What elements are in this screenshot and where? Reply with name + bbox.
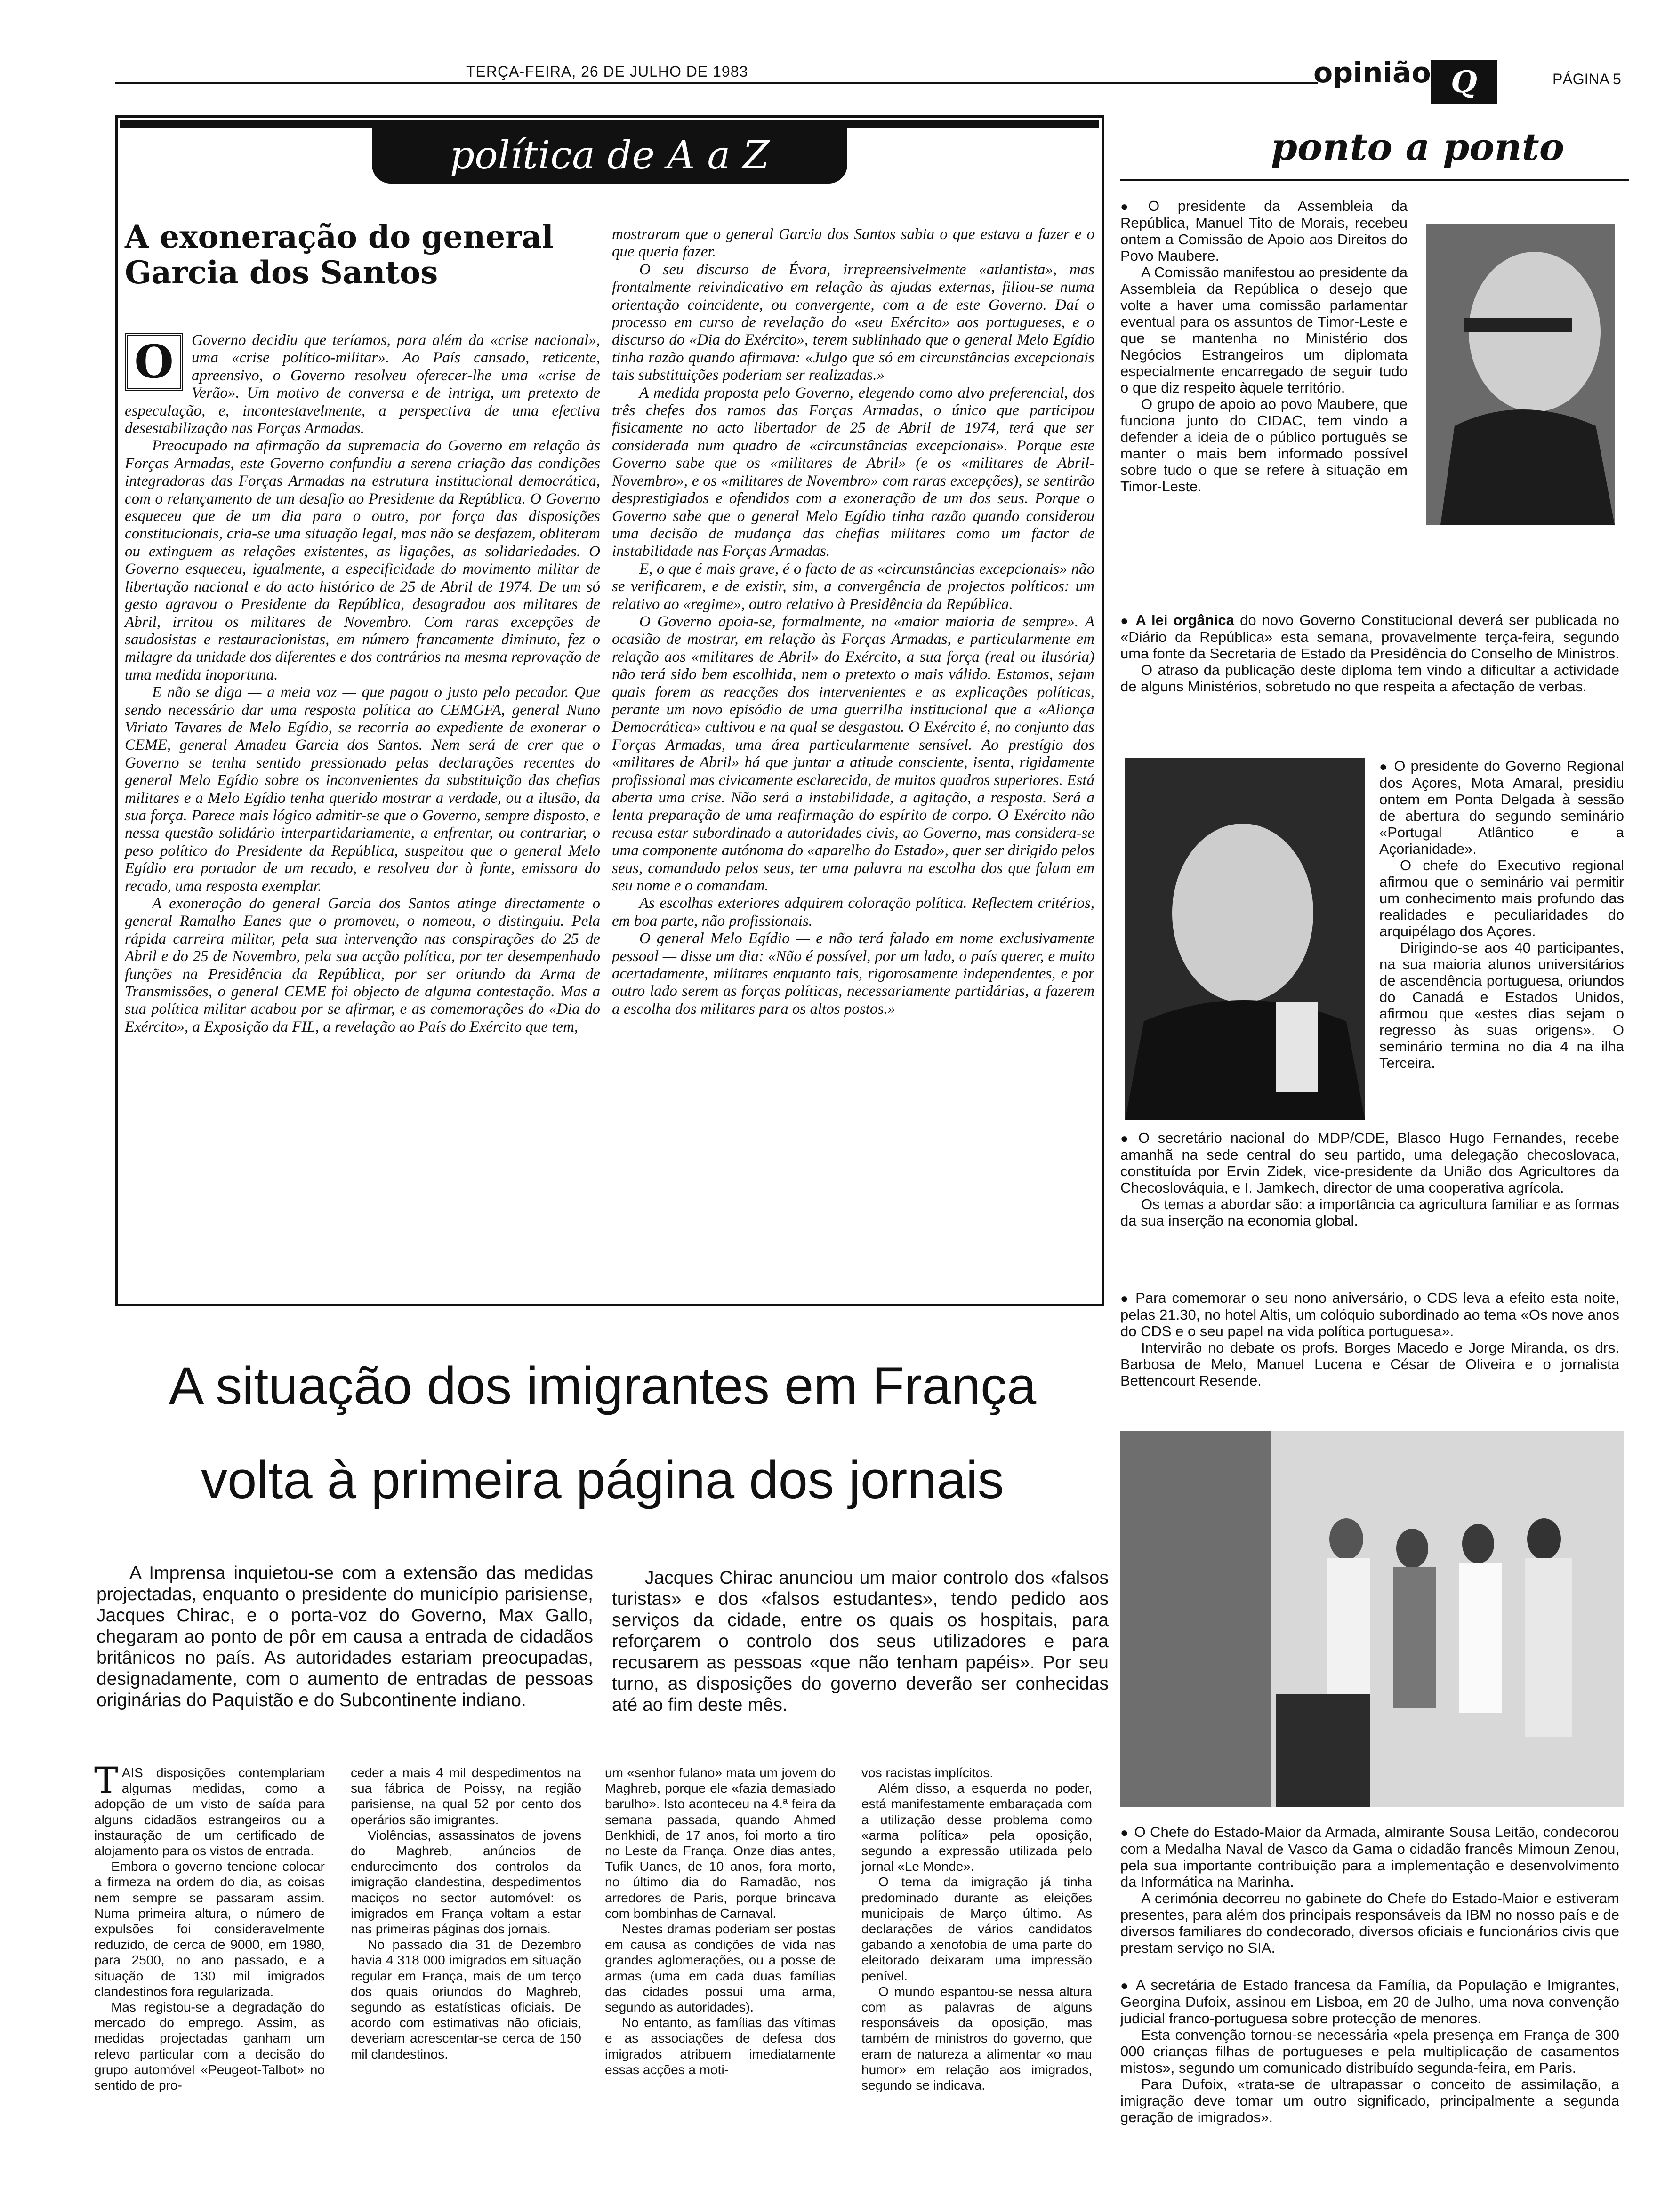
drop-cap: T <box>94 1759 118 1801</box>
brief-armada <box>1120 1824 1619 1956</box>
paragraph: E não se diga — a meia voz — que pagou o justo pelo pecador. Que sendo necessário dar uma resposta política ao CEMGFA, general Nuno Viriato Tavares de Melo Egídio, se recorria ao expediente de exonerar o CEME, general Amadeu Garcia dos Santos. Nem será de crer que o Governo se tenha sentido pressionado pelas declarações recentes do general Melo Egídio sobre os inconvenientes da substituição das chefias militares e a Melo Egídio tenha querido mostrar a verdade, ou a ilusão, da sua força. Parece mais lógico admitir-se que o Governo, sempre disposto, e nessa questão solidário interpartidariamente, a enfrentar, ou contrariar, o peso político do Presidente da República, suspeitou que o general Melo Egídio era portador de um recado, e resolveu dar à fonte, emissora do recado, uma resposta exemplar. <box>125 684 600 895</box>
bullet-icon: ● <box>1120 1978 1130 1993</box>
paragraph: Preocupado na afirmação da supremacia do Governo em relação às Forças Armadas, este Governo confundiu a serena criação das condições integradoras das Forças Armadas na estrutura institucional democrática, com o relançamento de um desafio ao Presidente da República. O Governo esqueceu que de um dia para o outro, por força das disposições constitucionais, cria-se uma situação legal, mas não se desfazem, obliteram ou extinguem as relações existentes, as ligações, as solidariedades. O Governo esqueceu, igualmente, a especificidade do movimento militar de libertação nacional e do acto histórico de 25 de Abril de 1974. De um só gesto agravou o Presidente da República, desagradou aos militares de Abril, irritou os militares de Novembro. Com raras excepções de saudosistas e restauracionistas, em número francamente diminuto, fez o milagre da unidade dos diferentes e dos contrários na mesma reprovação de uma medida inoportuna. <box>125 437 600 683</box>
paragraph: No passado dia 31 de Dezembro havia 4 318 000 imigrados em situação regular em França, mais de um terço dos quais oriundos do Maghreb, segundo as estatísticas oficiais. De acordo com estimativas não oficiais, deveriam acrescentar-se cerca de 150 mil clandestinos. <box>351 1937 581 2061</box>
logo-letter: Q <box>1451 64 1477 100</box>
bullet-icon: ● <box>1120 1825 1129 1840</box>
paragraph: Embora o governo tencione colocar a firmeza na ordem do dia, as coisas nem sempre se passaram assim. Numa primeira altura, o número de expulsões foi consideravelmente reduzido, de cerca de 9000, em 1980, para 2500, no ano passado, e a situação de 130 mil imigrados clandestinos fora regularizada. <box>94 1859 325 1999</box>
brief-mdp-cde <box>1120 1130 1619 1229</box>
ponto-rule <box>1120 179 1629 181</box>
brief-paragraph: Esta convenção tornou-se necessária «pela presença em França de 300 000 crianças filhas de portugueses e pela multiplicação de casamentos mistos», segundo um comunicado distribuído segunda-feira, em Paris. <box>1120 2027 1619 2076</box>
paragraph: Mas registou-se a degradação do mercado do emprego. Assim, as medidas projectadas ganham um relevo particular com a decisão do grupo automóvel «Peugeot-Talbot» no sentido de pro- <box>94 2000 325 2093</box>
paragraph: mostraram que o general Garcia dos Santos sabia o que estava a fazer e o que queria fazer. <box>612 226 1094 261</box>
paragraph: A medida proposta pelo Governo, elegendo como alvo preferencial, dos três chefes dos ramos das Forças Armadas, o único que participou fisicamente no acto libertador de 25 de Abril de 1974, terá que ser considerada num quadro de «circunstâncias excepcionais». Porque este Governo sabe que os «militares de Abril» (e os «militares de Abril-Novembro», e os «militares de Novembro» com raras excepções), se sentirão desprestigiados e ofendidos com a exoneração de um dos seus. Porque o Governo sabe que o general Melo Egídio tinha razão quando considerou uma decisão de mudança das chefias militares como um factor de instabilidade nas Forças Armadas. <box>612 384 1094 560</box>
paragraph: No entanto, as famílias das vítimas e as associações de defesa dos imigrados atribuem imediatamente essas acções a moti- <box>605 2015 836 2077</box>
ponto-a-ponto-title: ponto a ponto <box>1271 125 1565 169</box>
photo-ceremony <box>1120 1431 1624 1807</box>
brief-cds <box>1120 1290 1619 1389</box>
bullet-icon: ● <box>1120 613 1130 628</box>
brief-paragraph: ● Para comemorar o seu nono aniversário, o CDS leva a efeito esta noite, pelas 21.30, no hotel Altis, um colóquio subordinado ao tema «Os nove anos do CDS e o seu papel na vida política portuguesa». <box>1120 1290 1619 1339</box>
imigrantes-column-1 <box>94 1759 325 2093</box>
paragraph: Nestes dramas poderiam ser postas em causa as condições de vida nas grandes aglomerações, ou a posse de armas (uma em cada duas famílias das cidades possui uma arma, segundo as autoridades). <box>605 1922 836 2015</box>
brief-paragraph: Dirigindo-se aos 40 participantes, na sua maioria alunos universitários de ascendência portuguesa, oriundos do Canadá e Estados Unidos, afirmou que «estes dias sejam o regresso às suas origens». O seminário termina no dia 4 na ilha Terceira. <box>1379 939 1624 1071</box>
section-name: opinião <box>1313 56 1431 89</box>
photo-mota-amaral <box>1125 758 1365 1120</box>
ceremony-illustration <box>1120 1431 1624 1807</box>
politica-column-1 <box>125 332 600 1282</box>
imigrantes-column-3 <box>605 1765 836 2077</box>
paragraph: TAIS disposições contemplariam algumas medidas, como a adopção de um visto de saída para alguns cidadãos estrangeiros ou a instauração de um certificado de alojamento para os vistos de entrada. <box>94 1759 325 1859</box>
brief-familia <box>1120 1977 1619 2125</box>
imigrantes-lead-right <box>612 1567 1109 1715</box>
brief-paragraph: O chefe do Executivo regional afirmou que o seminário vai permitir um conhecimento mais profundo das realidades e peculiaridades do arquipélago dos Açores. <box>1379 857 1624 939</box>
politica-column-2 <box>612 226 1094 1285</box>
lead-paragraph: Jacques Chirac anunciou um maior controlo dos «falsos turistas» e dos «falsos estudantes», tendo pedido aos serviços da cidade, entre os quais os hospitais, para reforçarem o controlo dos seus utilizadores e para recusarem as pessoas «que não tenham papéis». Por seu turno, as disposições do governo deverão ser conhecidas até ao fim deste mês. <box>612 1568 1109 1715</box>
lead-paragraph: A Imprensa inquietou-se com a extensão das medidas projectadas, enquanto o presidente do município parisiense, Jacques Chirac, e o porta-voz do Governo, Max Gallo, chegaram ao ponto de pôr em causa a entrada de cidadãos britânicos no país. As autoridades estariam preocupadas, designadamente, com o aumento de entradas de pessoas originárias do Paquistão e do Subcontinente indiano. <box>97 1563 593 1710</box>
portrait-illustration <box>1426 224 1615 525</box>
paragraph: As escolhas exteriores adquirem coloração política. Reflectem critérios, em boa parte, não profissionais. <box>612 895 1094 930</box>
brief-paragraph: O grupo de apoio ao povo Maubere, que funciona junto do CIDAC, tem vindo a defender a ideia de o público português se manter o mais bem informado possível sobre tudo o que se refere à situação em Timor-Leste. <box>1120 396 1408 495</box>
brief-paragraph: ● O secretário nacional do MDP/CDE, Blasco Hugo Fernandes, recebe amanhã na sede central do seu partido, uma delegação checoslovaca, constituída por Ervin Zidek, vice-presidente da União dos Agricultores da Checoslováquia, e I. Jamkech, director de uma cooperativa agrícola. <box>1120 1130 1620 1196</box>
bullet-icon: ● <box>1120 199 1142 214</box>
photo-tito-morais <box>1426 224 1615 525</box>
brief-paragraph: Intervirão no debate os profs. Borges Macedo e Jorge Miranda, os drs. Barbosa de Melo, Manuel Lucena e César de Oliveira e o jornalista Bettencourt Resende. <box>1120 1339 1619 1389</box>
brief-paragraph: Para Dufoix, «trata-se de ultrapassar o conceito de assimilação, a imigração deve tomar um outro significado, principalmente a segunda geração de imigrados». <box>1120 2076 1619 2125</box>
header-rule <box>115 82 1318 84</box>
paragraph: ceder a mais 4 mil despedimentos na sua fábrica de Poissy, na região parisiense, na qual 52 por cento dos operários são imigrantes. <box>351 1765 581 1827</box>
page-number: PÁGINA 5 <box>1552 71 1621 88</box>
imigrantes-headline-line1: A situação dos imigrantes em França <box>169 1356 1037 1415</box>
imigrantes-column-2 <box>351 1765 581 2062</box>
paragraph: vos racistas implícitos. <box>861 1765 994 1780</box>
bullet-icon: ● <box>1379 759 1389 774</box>
brief-paragraph: ● A secretária de Estado francesa da Família, da População e Imigrantes, Georgina Dufoix, assinou em Lisboa, em 20 de Julho, uma nova convenção judicial franco-portuguesa sobre protecção de menores. <box>1120 1977 1619 2027</box>
brief-paragraph: A cerimónia decorreu no gabinete do Chefe do Estado-Maior e estiveram presentes, para além dos principais responsáveis da IBM no nosso país e de diversos familiares do condecorado, diversos oficiais e funcionários civis que prestam serviço no SIA. <box>1120 1890 1619 1956</box>
brief-tito-morais <box>1120 198 1408 495</box>
paragraph: Governo decidiu que teríamos, para além da «crise nacional», uma «crise político-militar». Ao País cansado, reticente, apreensivo, o Governo resolveu oferecer-lhe uma «crise de Verão». Um motivo de conversa e de intriga, um pretexto de especulação, e, incontestavelmente, a perspectiva de uma efectiva desestabilização nas Forças Armadas. <box>125 332 600 437</box>
brief-paragraph: ● O presidente do Governo Regional dos Açores, Mota Amaral, presidiu ontem em Ponta Delgada à sessão de abertura do segundo seminário «Portugal Atlântico e a Açorianidade». <box>1379 758 1624 857</box>
brief-lei-organica <box>1120 612 1619 695</box>
paragraph: A exoneração do general Garcia dos Santos atinge directamente o general Ramalho Eanes que o promoveu, o nomeou, o distinguiu. Pela rápida carreira militar, pela sua intervenção nas conspirações do 25 de Abril e do 25 de Novembro, pela sua acção política, por ter desempenhado funções na Presidência da República, por ser oriundo da Arma de Transmissões, o general CEME foi objecto de alguma contestação. Mas a sua política militar acabou por se afirmar, e as comemorações do «Dia do Exército», a Exposição da FIL, a revelação ao País do Exército que tem, <box>125 895 600 1035</box>
drop-cap: O <box>125 333 183 391</box>
bullet-icon: ● <box>1120 1131 1133 1146</box>
paragraph: Além disso, a esquerda no poder, está manifestamente embaraçada com a utilização desse problema como «arma política» pela oposição, segundo a expressão utilizada pelo jornal «Le Monde». <box>861 1781 1092 1874</box>
edition-date: TERÇA-FEIRA, 26 DE JULHO DE 1983 <box>466 63 748 80</box>
newspaper-logo <box>1431 60 1497 104</box>
brief-acores <box>1379 758 1624 1071</box>
paragraph: Violências, assassinatos de jovens do Maghreb, anúncios de endurecimento dos controlos da imigração clandestina, despedimentos maciços no sector automóvel: os imigrados em França voltam a estar nas primeiras páginas dos jornais. <box>351 1827 581 1937</box>
paragraph: O mundo espantou-se nessa altura com as palavras de alguns responsáveis da oposição, mas também de ministros do governo, que eram de natureza a alimentar «o mau humor» em relação aos imigrados, segundo se indicava. <box>861 1984 1092 2093</box>
portrait-illustration <box>1125 758 1365 1120</box>
paragraph: um «senhor fulano» mata um jovem do Maghreb, porque ele «fazia demasiado barulho». Isto aconteceu na 4.ª feira da semana passada, quando Ahmed Benkhidi, de 17 anos, foi morto a tiro no Leste da França. Onze dias antes, Tufik Uanes, de 10 anos, fora morto, no último dia do Ramadão, nos arredores de Paris, porque brincava com bombinhas de Carnaval. <box>605 1765 836 1921</box>
imigrantes-column-4 <box>861 1765 1092 2093</box>
paragraph: E, o que é mais grave, é o facto de as «circunstâncias excepcionais» não se verificarem, e de existir, sim, a convergência de projectos políticos: um relativo ao «regime», outro relativo à Presidência da República. <box>612 560 1094 613</box>
bullet-icon: ● <box>1120 1291 1130 1306</box>
imigrantes-lead-left <box>97 1563 593 1711</box>
brief-paragraph: Os temas a abordar são: a importância ca agricultura familiar e as formas da sua inserção na economia global. <box>1120 1196 1619 1229</box>
paragraph: O seu discurso de Évora, irrepreensivelmente «atlantista», mas frontalmente reivindicativo em relação às ajudas externas, filiou-se numa orientação coincidente, ou convergente, com a de este Governo. Daí o processo em curso de revelação do «seu Exército» aos portugueses, e o discurso do «Dia do Exército», terem sublinhado que o general Melo Egídio tinha razão quando afirmava: «Julgo que só em circunstâncias excepcionais tais substituições poderiam ser realizadas.» <box>612 261 1094 384</box>
politica-headline: A exoneração do general Garcia dos Santos <box>125 218 554 291</box>
paragraph: O general Melo Egídio — e não terá falado em nome exclusivamente pessoal — disse um dia: «Não é possível, por um lado, o país querer, e muito acertadamente, militares enquanto tais, rigorosamente independentes, e por outro lado serem as forças políticas, necessariamente partidárias, a fazerem a escolha dos militares para os altos postos.» <box>612 930 1094 1018</box>
brief-paragraph: ● O presidente da Assembleia da República, Manuel Tito de Morais, recebeu ontem a Comissão de Apoio aos Direitos do Povo Maubere. <box>1120 198 1408 264</box>
brief-paragraph: A Comissão manifestou ao presidente da Assembleia da República o desejo que volte a haver uma comissão parlamentar eventual para os assuntos de Timor-Leste e que se mantenha no Ministério dos Negócios Estrangeiros um diplomata especialmente encarregado de seguir tudo o que diz respeito àquele território. <box>1120 264 1408 396</box>
paragraph: O tema da imigração já tinha predominado durante as eleições municipais de Março último. As declarações de vários candidatos gabando a xenofobia de uma parte do eleitorado deixaram uma impressão penível. <box>861 1875 1092 1983</box>
brief-paragraph: O atraso da publicação deste diploma tem vindo a dificultar a actividade de alguns Ministérios, sobretudo no que respeita a afectação de verbas. <box>1120 662 1619 695</box>
imigrantes-headline-line2: volta à primeira página dos jornais <box>201 1451 1004 1509</box>
paragraph: O Governo apoia-se, formalmente, na «maior maioria de sempre». A ocasião de mostrar, em relação às Forças Armadas, e particularmente em relação aos «militares de Abril» do Exército, a sua força (real ou ilusória) não terá sido bem escolhida, nem o pretexto o mais válido. Estamos, sejam quais forem as reacções dos intervenientes e as explicações políticas, perante um novo episódio de uma guerrilha institucional que a «Aliança Democrática» cultivou e na qual se desgastou. O Exército é, no conjunto das Forças Armadas, uma área particularmente sensível. Ao prestígio dos «militares de Abril» há que juntar a atitude consciente, isenta, rigidamente profissional mas civicamente esclarecida, de muitos quadros superiores. Está aberta uma crise. Não será a instabilidade, a agitação, a resposta. Será a lenta preparação de uma reafirmação do espírito de corpo. O Exército não recusa estar subordinado a autoridades civis, ao Governo, mas considera-se uma componente autónoma do «aparelho do Estado», quer ser dirigido pelos seus, comandado pelos seus, ter uma palavra na escolha dos que falam em seu nome e o comandam. <box>612 613 1094 895</box>
brief-paragraph: ● A lei orgânica do novo Governo Constitucional deverá ser publicada no «Diário da República» esta semana, provavelmente terça-feira, segundo uma fonte da Secretaria de Estado da Presidência do Conselho de Ministros. <box>1120 612 1619 662</box>
politica-banner: política de A a Z <box>372 127 847 184</box>
brief-paragraph: ● O Chefe do Estado-Maior da Armada, almirante Sousa Leitão, condecorou com a Medalha Naval de Vasco da Gama o cidadão francês Mimoun Zenou, pela sua importante contribuição para a implementação e desenvolvimento da Informática na Marinha. <box>1120 1824 1619 1890</box>
